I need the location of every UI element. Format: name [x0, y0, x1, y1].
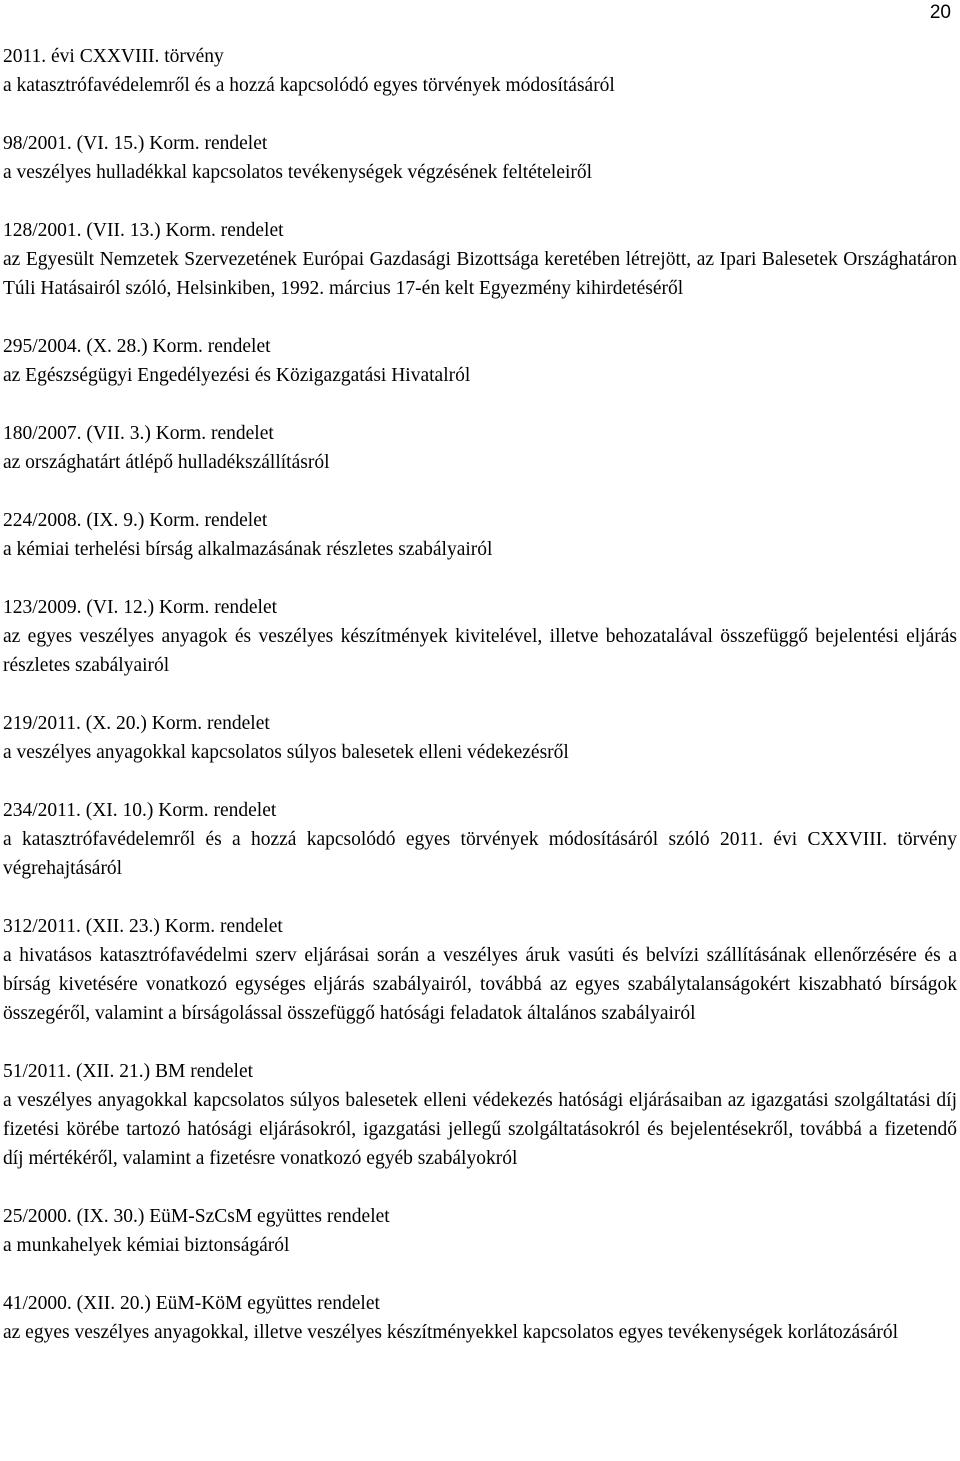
legislation-entry — [3, 216, 957, 303]
legislation-title: a veszélyes anyagokkal kapcsolatos súlyos balesetek elleni védekezés hatósági eljárásaiban az igazgatási szolgáltatási díj fizetési körébe tartozó hatósági eljárásokról, igazgatási jellegű szolgáltatásokról és bejelentésekről, továbbá a fizetendő díj mértékéről, valamint a fizetésre vonatkozó egyéb szabályokról — [3, 1090, 957, 1169]
legislation-citation: 180/2007. (VII. 3.) Korm. rendelet — [3, 423, 274, 444]
page-number: 20 — [929, 2, 951, 23]
legislation-entry — [3, 796, 957, 883]
legislation-entry — [3, 912, 957, 1028]
legislation-citation: 234/2011. (XI. 10.) Korm. rendelet — [3, 800, 277, 821]
legislation-entry — [3, 506, 957, 564]
legislation-title: a katasztrófavédelemről és a hozzá kapcsolódó egyes törvények módosításáról — [3, 75, 615, 96]
legislation-title: az Egyesült Nemzetek Szervezetének Európai Gazdasági Bizottsága keretében létrejött, az Ipari Balesetek Országhatáron Túli Hatásairól szóló, Helsinkiben, 1992. március 17-én kelt Egyezmény kihirdetéséről — [3, 249, 957, 299]
legislation-entry — [3, 419, 957, 477]
legislation-citation: 123/2009. (VI. 12.) Korm. rendelet — [3, 597, 278, 618]
legislation-entry — [3, 709, 957, 767]
legislation-citation: 51/2011. (XII. 21.) BM rendelet — [3, 1061, 254, 1082]
legislation-entry — [3, 1202, 957, 1260]
legislation-citation: 224/2008. (IX. 9.) Korm. rendelet — [3, 510, 268, 531]
legislation-citation: 41/2000. (XII. 20.) EüM-KöM együttes rendelet — [3, 1293, 380, 1314]
legislation-citation: 25/2000. (IX. 30.) EüM-SzCsM együttes rendelet — [3, 1206, 390, 1227]
legislation-citation: 312/2011. (XII. 23.) Korm. rendelet — [3, 916, 283, 937]
legislation-title: a kémiai terhelési bírság alkalmazásának részletes szabályairól — [3, 539, 493, 560]
legislation-title: a katasztrófavédelemről és a hozzá kapcsolódó egyes törvények módosításáról szóló 2011. évi CXXVIII. törvény végrehajtásáról — [3, 829, 957, 879]
legislation-entry — [3, 1057, 957, 1173]
legislation-title: a hivatásos katasztrófavédelmi szerv eljárásai során a veszélyes áruk vasúti és belvízi szállításának ellenőrzésére és a bírság kivetésére vonatkozó egységes eljárás szabályairól, továbbá az egyes szabálytalanságokért kiszabható bírságok összegéről, valamint a bírságolással összefüggő hatósági feladatok általános szabályairól — [3, 945, 957, 1024]
legislation-entry — [3, 593, 957, 680]
legislation-title: a veszélyes anyagokkal kapcsolatos súlyos balesetek elleni védekezésről — [3, 742, 569, 763]
legislation-entry — [3, 332, 957, 390]
legislation-title: a munkahelyek kémiai biztonságáról — [3, 1235, 290, 1256]
legislation-title: az országhatárt átlépő hulladékszállításról — [3, 452, 330, 473]
legislation-citation: 98/2001. (VI. 15.) Korm. rendelet — [3, 133, 268, 154]
legislation-entry — [3, 42, 957, 100]
legislation-title: az Egészségügyi Engedélyezési és Közigazgatási Hivatalról — [3, 365, 471, 386]
legislation-citation: 2011. évi CXXVIII. törvény — [3, 46, 224, 67]
legislation-citation: 219/2011. (X. 20.) Korm. rendelet — [3, 713, 270, 734]
legislation-entry — [3, 1289, 957, 1347]
legislation-entry — [3, 129, 957, 187]
legislation-title: a veszélyes hulladékkal kapcsolatos tevékenységek végzésének feltételeiről — [3, 162, 593, 183]
legislation-list — [3, 42, 957, 1376]
legislation-title: az egyes veszélyes anyagokkal, illetve veszélyes készítményekkel kapcsolatos egyes tevékenységek korlátozásáról — [3, 1322, 899, 1343]
legislation-citation: 295/2004. (X. 28.) Korm. rendelet — [3, 336, 271, 357]
legislation-citation: 128/2001. (VII. 13.) Korm. rendelet — [3, 220, 284, 241]
legislation-title: az egyes veszélyes anyagok és veszélyes készítmények kivitelével, illetve behozatalával összefüggő bejelentési eljárás részletes szabályairól — [3, 626, 957, 676]
